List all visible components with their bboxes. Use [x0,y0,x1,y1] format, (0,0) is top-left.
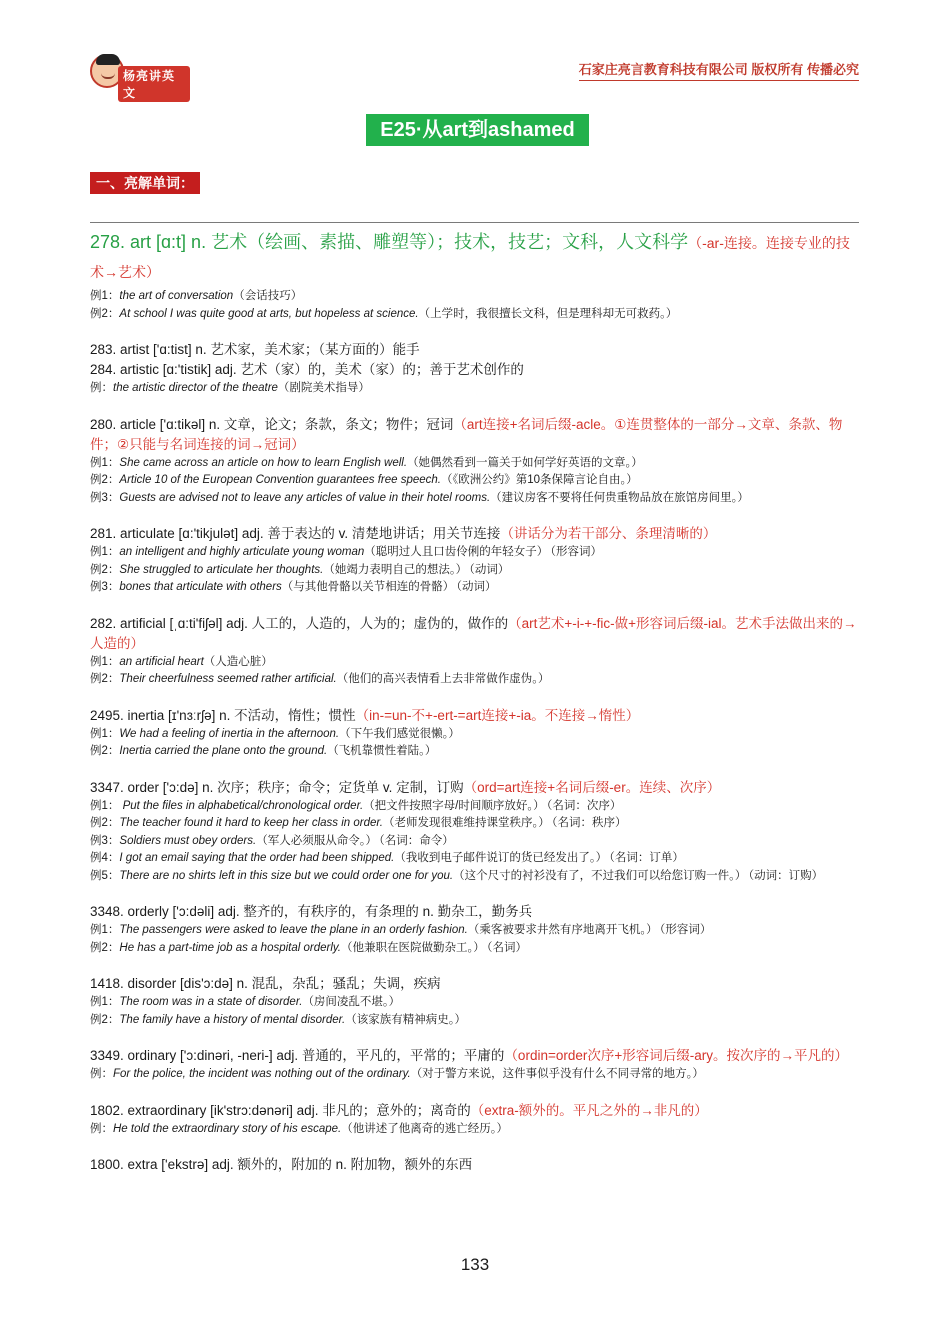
example-sentence [90,1121,859,1139]
etymology: （ord=art连接+名词后缀-er。连续、次序） [463,779,721,795]
example-sentence [90,455,859,473]
vocab-entry [90,340,859,398]
example-label: 例2： [90,1013,120,1026]
example-note: （动词） [456,581,497,593]
example-chinese: （他讲述了他离奇的逃亡经历。） [341,1122,508,1135]
example-english: The teacher found it hard to keep her class in order. [119,817,383,829]
example-english: We had a feeling of inertia in the afternoon. [119,727,340,740]
example-label: 例2： [90,474,120,486]
example-label: 例1： [90,456,120,469]
headword-line [90,974,859,994]
example-sentence [90,726,859,744]
example-sentence [90,654,859,672]
vocab-entry [90,524,859,597]
example-chinese: （乘客被要求井然有序地离开飞机。） [467,924,658,936]
example-sentence [90,868,859,886]
etymology: （art艺术+-i-+-fic-做+形容词后缀-ial。艺术手法做出来的→人造的） [90,615,857,651]
example-chinese: （这个尺寸的衬衫没有了，不过我们可以给您订购一件。） [453,869,747,882]
vocab-entry [90,1155,859,1175]
example-label: 例1： [90,655,120,668]
example-note: （名词：命令） [378,834,454,847]
example-chinese: （他们的高兴表情看上去非常做作虚伪。） [336,673,550,685]
example-english: Their cheerfulness seemed rather artificial. [119,673,337,685]
example-label: 例2： [90,563,120,576]
example-label: 例： [90,382,113,394]
example-label: 例5： [90,869,120,882]
example-chinese: （下午我们感觉很懒。） [339,727,460,740]
example-sentence [90,922,859,940]
example-chinese: （与其他骨骼以关节相连的骨骼） [281,581,455,593]
headword-line [90,524,859,544]
example-english: Article 10 of the European Convention guarantees free speech. [119,474,441,486]
headword: 3349. ordinary ['ɔ:dinəri, -neri-] adj. 普通的，平凡的，平常的；平庸的 [90,1048,505,1063]
example-chinese: （会话技巧） [233,290,303,302]
headword: 281. articulate [ɑ:'tikjulət] adj. 善于表达的 v. 清楚地讲话；用关节连接 [90,526,501,541]
copyright-notice: 石家庄亮言教育科技有限公司 版权所有 传播必究 [579,59,859,81]
example-chinese: （我收到电子邮件说订的货已经发出了。） [394,852,608,864]
headword-line [90,340,859,360]
example-label: 例3： [90,491,120,504]
example-label: 例1： [90,727,120,740]
etymology: （art连接+名词后缀-acle。①连贯整体的一部分→文章、条款、物件；②只能与名词连接的词→冠词） [90,416,843,452]
example-label: 例2： [90,745,120,757]
example-label: 例2： [90,307,120,320]
example-sentence [90,1012,859,1030]
vocabulary-list [90,228,859,1192]
headword: 284. artistic [ɑ:'tistik] adj. 艺术（家）的，美术（家）的；善于艺术创作的 [90,362,524,377]
example-note: （名词） [486,941,527,954]
example-label: 例2： [90,941,120,954]
headword: 1418. disorder [dis'ɔ:də] n. 混乱，杂乱；骚乱；失调，疾病 [90,976,441,991]
headword: 3348. orderly ['ɔ:dəli] adj. 整齐的，有秩序的，有条理的 n. 勤杂工，勤务兵 [90,904,533,919]
example-label: 例： [90,1122,113,1135]
headword: 1802. extraordinary [ik'strɔ:dənəri] adj. 非凡的；意外的；离奇的 [90,1102,471,1118]
example-sentence [90,490,859,508]
example-english: Inertia carried the plane onto the ground. [119,745,328,757]
example-label: 例3： [90,581,120,593]
etymology: （-ar-连接。连接专业的技术→艺术） [90,235,850,280]
example-chinese: （飞机靠惯性着陆。） [327,745,437,757]
example-label: 例1： [90,996,120,1008]
example-english: The passengers were asked to leave the plane in an orderly fashion. [119,924,468,936]
etymology: （讲话分为若干部分、条理清晰的） [500,526,717,541]
example-label: 例1： [90,546,120,558]
example-english: the artistic director of the theatre [113,382,278,394]
example-chinese: （上学时，我很擅长文科，但是理科却无可救药。） [418,307,678,320]
example-note: （形容词） [550,546,603,558]
example-english: He has a part-time job as a hospital orderly. [119,941,341,954]
headword-line [90,415,859,455]
vocab-entry [90,415,859,508]
example-chinese: （该家族有精神病史。） [345,1013,466,1026]
example-english: I got an email saying that the order had been shipped. [119,852,395,864]
example-chinese: （《欧洲公约》第10条保障言论自由。） [440,474,638,486]
example-sentence [90,833,859,851]
headword-line [90,1155,859,1175]
example-chinese: （剧院美术指导） [277,382,370,394]
example-chinese: （把文件按照字母/时间顺序放好。） [363,799,545,812]
example-english: The room was in a state of disorder. [119,996,303,1008]
etymology: （extra-额外的。平凡之外的→非凡的） [470,1102,708,1118]
example-sentence [90,544,859,562]
example-sentence [90,288,859,306]
example-chinese: （聪明过人且口齿伶俐的年轻女子） [364,546,549,558]
example-sentence [90,380,859,398]
logo-text: 杨亮讲英文 [118,66,190,102]
headword: 2495. inertia [ɪ'nɜːrʃə] n. 不活动，惰性；惯性 [90,707,356,723]
headword-line [90,1046,859,1066]
headword-line [90,228,859,286]
divider [90,222,859,223]
headword-line [90,614,859,654]
example-chinese: （她偶然看到一篇关于如何学好英语的文章。） [407,456,643,469]
example-label: 例1： [90,290,120,302]
example-english: The family have a history of mental disorder. [119,1013,346,1026]
example-sentence [90,994,859,1012]
example-sentence [90,815,859,833]
example-label: 例1： [90,799,120,812]
example-chinese: （对于警方来说，这件事似乎没有什么不同寻常的地方。） [410,1068,704,1080]
example-sentence [90,743,859,761]
example-label: 例2： [90,817,120,829]
headword-line [90,706,859,726]
headword-line [90,778,859,798]
example-chinese: （她竭力表明自己的想法。） [323,563,468,576]
example-label: 例4： [90,852,120,864]
example-note: （名词：次序） [546,799,622,812]
headword: 278. art [ɑ:t] n. 艺术（绘画、素描、雕塑等）；技术，技艺；文科，人文科学 [90,232,689,252]
etymology: （ordin=order次序+形容词后缀-ary。按次序的→平凡的） [504,1048,848,1063]
vocab-entry [90,1101,859,1139]
example-note: （动词） [469,563,510,576]
example-english: For the police, the incident was nothing out of the ordinary. [113,1068,411,1080]
example-sentence [90,671,859,689]
example-label: 例1： [90,924,120,936]
example-chinese: （他兼职在医院做勤杂工。） [341,941,485,954]
example-chinese: （人造心脏） [203,655,273,668]
vocab-entry [90,902,859,957]
example-english: an intelligent and highly articulate young woman [119,546,365,558]
example-label: 例3： [90,834,120,847]
example-sentence [90,798,859,816]
example-chinese: （建议房客不要将任何贵重物品放在旅馆房间里。） [490,491,749,504]
headword: 3347. order ['ɔ:də] n. 次序；秩序；命令；定货单 v. 定制，订购 [90,779,464,795]
vocab-entry [90,706,859,761]
vocab-entry [90,974,859,1029]
etymology: （in-=un-不+-ert-=art连接+-ia。不连接→惰性） [355,707,640,723]
headword: 280. article ['ɑ:tikəl] n. 文章，论文；条款，条文；物件；冠词 [90,416,454,432]
section-heading: 一、亮解单词： [90,172,200,194]
example-sentence [90,579,859,597]
example-sentence [90,306,859,324]
example-chinese: （老师发现很难维持课堂秩序。） [383,817,550,829]
example-note: （名词：秩序） [551,817,627,829]
example-sentence [90,472,859,490]
example-english: an artificial heart [119,655,204,668]
vocab-entry [90,228,859,323]
page-number: 133 [460,1255,490,1274]
example-chinese: （房间凌乱不堪。） [302,996,401,1008]
example-sentence [90,940,859,958]
example-sentence [90,562,859,580]
headword: 282. artificial [ˌɑ:ti'fiʃəl] adj. 人工的，人造的，人为的；虚伪的，做作的 [90,615,509,631]
example-english: He told the extraordinary story of his escape. [113,1122,342,1135]
example-chinese: （军人必须服从命令。） [256,834,377,847]
example-note: （形容词） [659,924,712,936]
example-label: 例： [90,1068,113,1080]
vocab-entry [90,1046,859,1084]
example-note: （名词：订单） [609,852,684,864]
brand-logo [90,54,190,100]
example-english: Put the files in alphabetical/chronological order. [119,799,364,812]
example-english: the art of conversation [119,290,234,302]
example-note: （动词：订购） [748,869,824,882]
example-english: There are no shirts left in this size but we could order one for you. [119,869,454,882]
vocab-entry [90,778,859,886]
vocab-entry [90,614,859,689]
lesson-title: E25·从art到ashamed [366,114,589,146]
example-english: Soldiers must obey orders. [119,834,257,847]
example-sentence [90,850,859,868]
example-english: She came across an article on how to learn English well. [119,456,408,469]
headword-line [90,902,859,922]
headword-line [90,1101,859,1121]
example-english: She struggled to articulate her thoughts. [119,563,324,576]
headword: 283. artist ['ɑ:tist] n. 艺术家，美术家；（某方面的）能手 [90,342,420,357]
example-label: 例2： [90,673,120,685]
headword: 1800. extra ['ekstrə] adj. 额外的，附加的 n. 附加物，额外的东西 [90,1157,473,1172]
example-english: At school I was quite good at arts, but hopeless at science. [119,307,419,320]
example-english: bones that articulate with others [119,581,282,593]
example-sentence [90,1066,859,1084]
example-english: Guests are advised not to leave any articles of value in their hotel rooms. [119,491,491,504]
